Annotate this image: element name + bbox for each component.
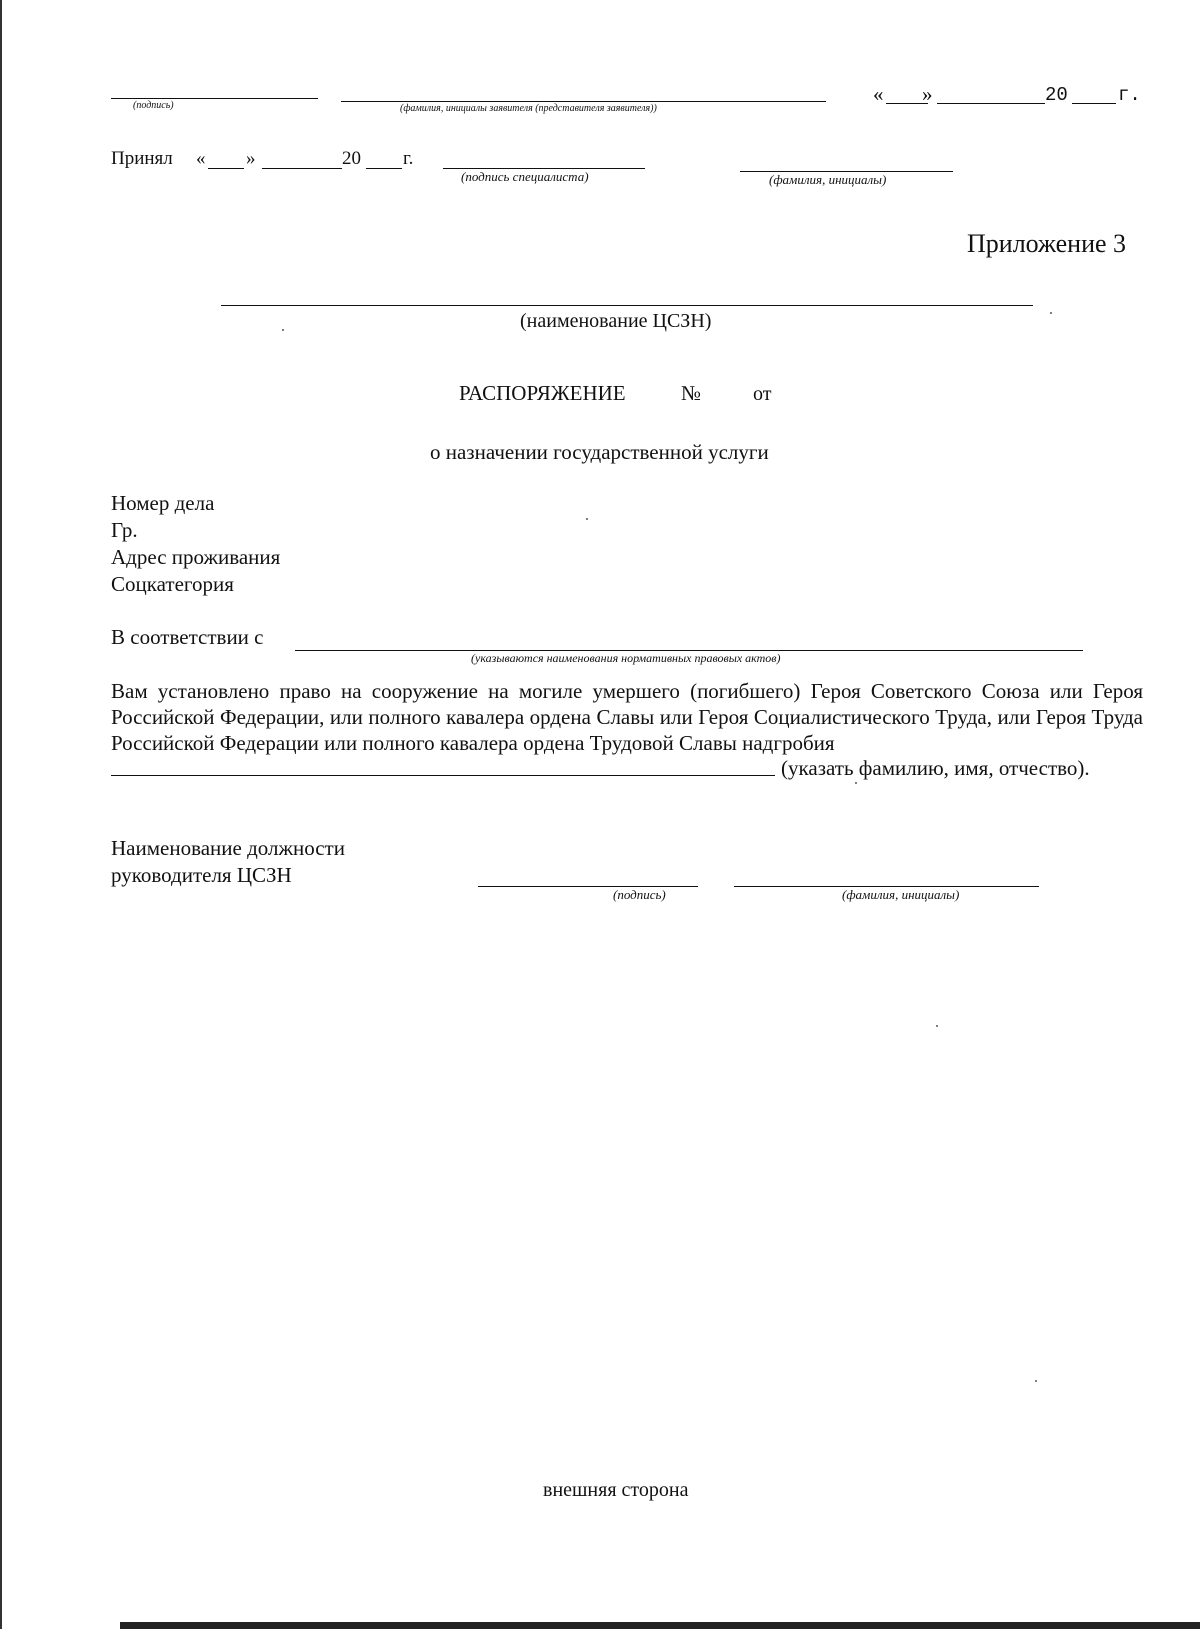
order-title-text: РАСПОРЯЖЕНИЕ (459, 381, 626, 405)
head-signature-caption: (подпись) (613, 887, 666, 902)
accepted-year-prefix: 20 (342, 148, 361, 169)
date-year-prefix: 20 (1045, 84, 1068, 106)
org-name-caption: (наименование ЦСЗН) (520, 310, 712, 332)
date-open-quote: « (873, 82, 884, 106)
scan-speck (1050, 312, 1052, 314)
order-subtitle: о назначении государственной услуги (430, 440, 769, 464)
body-paragraph: Вам установлено право на сооружение на могиле умершего (погибшего) Героя Советского Союза или Героя Российской Федерации, или полного кавалера ордена Славы или Героя Социалистического Труда, или Героя Труда Российской Федерации или полного кавалера ордена Трудовой Славы надгробия (111, 679, 1143, 755)
appendix-label: Приложение 3 (967, 229, 1127, 258)
order-from-word: от (753, 383, 772, 405)
accepted-open-quote: « (196, 148, 206, 169)
scan-speck (586, 518, 588, 520)
order-number-sign: № (681, 381, 702, 405)
specialist-signature-caption: (подпись специалиста) (461, 169, 589, 184)
applicant-name-line[interactable] (341, 101, 826, 102)
head-name-caption: (фамилия, инициалы) (842, 887, 960, 902)
field-citizen: Гр. (111, 518, 138, 542)
applicant-signature-line[interactable] (111, 98, 318, 99)
accepted-year-line[interactable] (366, 168, 402, 169)
specialist-name-caption: (фамилия, инициалы) (769, 172, 887, 187)
accepted-month-line[interactable] (262, 168, 342, 169)
scan-speck (1035, 1380, 1037, 1382)
accordance-label: В соответствии с (111, 625, 264, 649)
field-case-number: Номер дела (111, 491, 215, 515)
footer-label: внешняя сторона (543, 1479, 689, 1501)
position-title-line2: руководителя ЦСЗН (111, 863, 292, 887)
signature-caption: (подпись) (133, 100, 174, 111)
scan-edge-left (0, 0, 2, 1629)
field-address: Адрес проживания (111, 545, 281, 569)
scan-edge-bottom (120, 1622, 1200, 1629)
scan-speck (936, 1025, 938, 1027)
accepted-close-quote: » (246, 148, 256, 169)
legal-acts-caption: (указываются наименования нормативных правовых актов) (471, 651, 781, 665)
org-name-line[interactable] (221, 305, 1033, 306)
position-title-line1: Наименование должности (111, 836, 345, 860)
hero-name-hint: (указать фамилию, имя, отчество). (781, 756, 1090, 780)
date-month-line[interactable] (937, 103, 1045, 104)
accepted-label: Принял (111, 148, 173, 169)
date-year-suffix: г. (1118, 84, 1141, 106)
hero-name-line[interactable] (111, 775, 775, 776)
scan-speck (855, 782, 857, 784)
field-category: Соцкатегория (111, 572, 234, 596)
scan-speck (282, 329, 284, 331)
date-close-quote: » (922, 82, 933, 106)
accepted-day-line[interactable] (208, 168, 244, 169)
accepted-year-suffix: г. (403, 148, 414, 169)
applicant-name-caption: (фамилия, инициалы заявителя (представителя заявителя)) (400, 103, 657, 114)
date-year-line[interactable] (1072, 103, 1116, 104)
